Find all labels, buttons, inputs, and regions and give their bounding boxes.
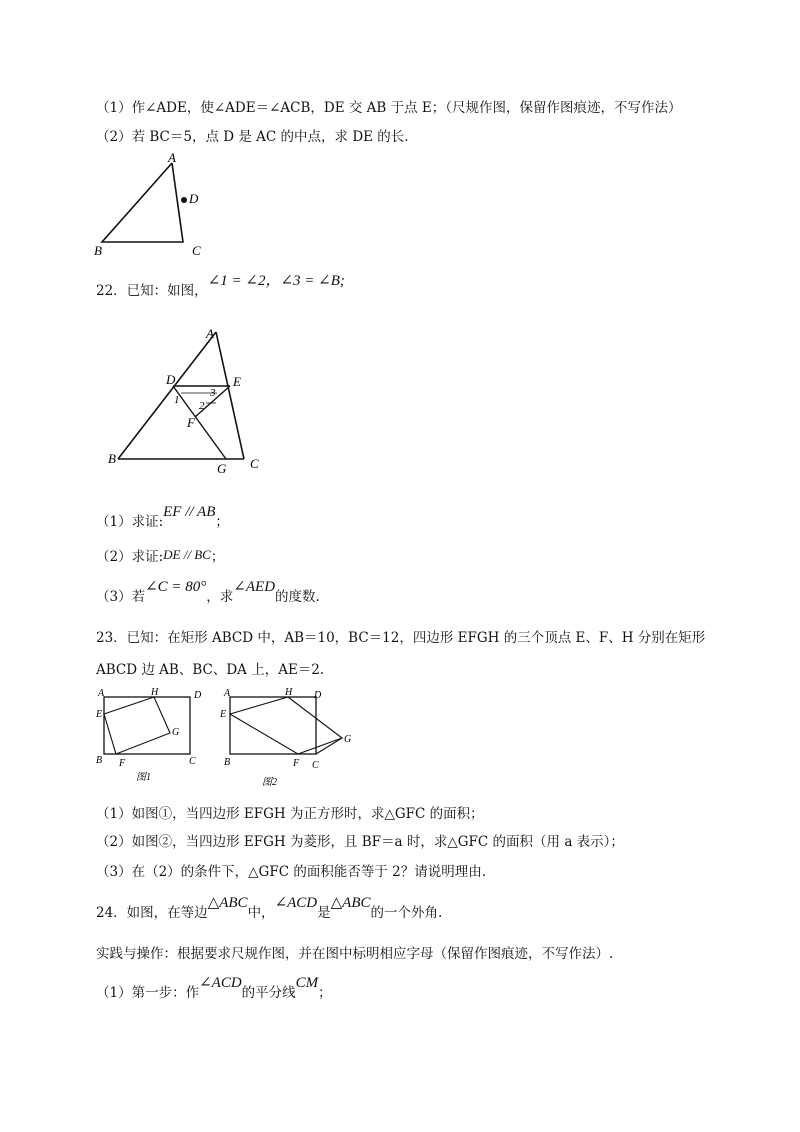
q23-f2-label-b: B	[224, 757, 231, 768]
q22-part3-end: 的度数.	[275, 589, 320, 605]
q23-part3: （3）在（2）的条件下，△GFC 的面积能否等于 2？请说明理由.	[96, 864, 487, 880]
q23-part2: （2）如图②，当四边形 EFGH 为菱形，且 BF＝a 时，求△GFC 的面积（用 a 表示）；	[96, 834, 624, 850]
q22-angle-1: 1	[174, 394, 180, 406]
q24-intro-text: 24．如图，在等边	[96, 905, 208, 921]
q23-f2-label-e: E	[220, 709, 227, 720]
q22-angle-2: 2	[199, 400, 205, 412]
q23-f2-label-h: H	[285, 687, 293, 698]
q24-math-1: △ABC	[207, 895, 248, 911]
q22-figure	[98, 322, 268, 481]
q24-mid-2: 是	[317, 905, 331, 921]
q21-label-c: C	[192, 243, 201, 258]
q23-f1-label-h: H	[151, 687, 159, 698]
q24-step1-label: （1）第一步：作	[96, 985, 200, 1001]
q22-label-c: C	[250, 456, 259, 471]
q23-f1-label-b: B	[96, 755, 103, 766]
q23-f1-label-e: E	[96, 709, 103, 720]
q22-label-f: F	[187, 415, 195, 430]
q22-label-b: B	[108, 451, 116, 466]
q23-f1-label-c: C	[189, 756, 196, 767]
q24-step1-mid: 的平分线	[241, 985, 296, 1001]
q22-part1	[96, 504, 229, 531]
q24-step1-end: ；	[318, 985, 332, 1001]
q23-f2-label-f: F	[293, 758, 300, 769]
q21-label-d: D	[189, 191, 199, 206]
q24-step1-math1: ∠ACD	[199, 975, 242, 991]
q23-line2: ABCD 边 AB、BC、DA 上，AE＝2.	[96, 662, 325, 678]
q22-given: ∠1 = ∠2，∠3 = ∠B;	[207, 273, 345, 289]
q24-step1	[96, 975, 332, 1002]
q22-part3	[96, 579, 320, 606]
q23-f1-label-g: G	[172, 727, 180, 738]
q21-triangle-figure	[88, 150, 218, 262]
q22-part3-mid: ，求	[206, 589, 234, 605]
q24-mid-1: 中，	[247, 905, 275, 921]
q22-part1-label: （1）求证:	[96, 514, 164, 530]
q22-part1-end: ；	[215, 514, 229, 530]
q23-f2-label-a: A	[224, 688, 231, 699]
q22-part3-label: （3）若	[96, 589, 146, 605]
q24-end: 的一个外角.	[370, 905, 443, 921]
q24-step1-math2: CM	[295, 975, 319, 991]
q23-line1: 23．已知：在矩形 ABCD 中，AB＝10，BC＝12，四边形 EFGH 的三个顶点 E、F、H 分别在矩形	[96, 630, 706, 646]
q21-part2: （2）若 BC＝5，点 D 是 AC 的中点，求 DE 的长.	[96, 129, 409, 145]
q24-practice: 实践与操作：根据要求尺规作图，并在图中标明相应字母（保留作图痕迹，不写作法）.	[96, 946, 614, 962]
q22-part3-math1: ∠C = 80°	[145, 579, 207, 595]
q22-intro-text: 22．已知：如图，	[96, 283, 208, 299]
q22-part1-math: EF // AB	[163, 504, 216, 520]
q21-label-a: A	[168, 150, 176, 165]
q22-intro	[96, 273, 345, 300]
q22-label-e: E	[233, 374, 241, 389]
q24-math-2: ∠ACD	[274, 895, 318, 911]
q23-f1-label-f: F	[119, 758, 126, 769]
q23-f2-label-d: D	[314, 690, 322, 701]
q23-f1-label-a: A	[98, 688, 105, 699]
q22-part2-math: DE // BC	[163, 547, 211, 562]
q22-label-a: A	[206, 326, 214, 341]
q23-f2-label-g: G	[344, 734, 352, 745]
q23-f1-caption: 图1	[136, 772, 151, 783]
q21-label-b: B	[94, 243, 102, 258]
q23-part1: （1）如图①，当四边形 EFGH 为正方形时，求△GFC 的面积；	[96, 806, 484, 822]
q21-part1: （1）作∠ADE，使∠ADE＝∠ACB，DE 交 AB 于点 E；（尺规作图，保留作图痕迹，不写作法）	[96, 100, 682, 116]
q22-part3-math2: ∠AED	[233, 579, 276, 595]
q23-f1-label-d: D	[194, 690, 202, 701]
q22-label-g: G	[217, 461, 227, 476]
q22-part2-end: ；	[210, 549, 225, 565]
q23-figure-2	[218, 686, 358, 800]
q22-part2	[96, 549, 224, 565]
q24-intro	[96, 895, 443, 922]
q23-figure-1	[92, 686, 202, 790]
q22-angle-3: 3	[210, 387, 216, 399]
q23-f2-caption: 图2	[262, 777, 277, 788]
q22-part2-label: （2）求证:	[96, 549, 164, 565]
q24-math-3: △ABC	[330, 895, 371, 911]
q23-f2-label-c: C	[312, 760, 319, 771]
q22-label-d: D	[166, 372, 176, 387]
